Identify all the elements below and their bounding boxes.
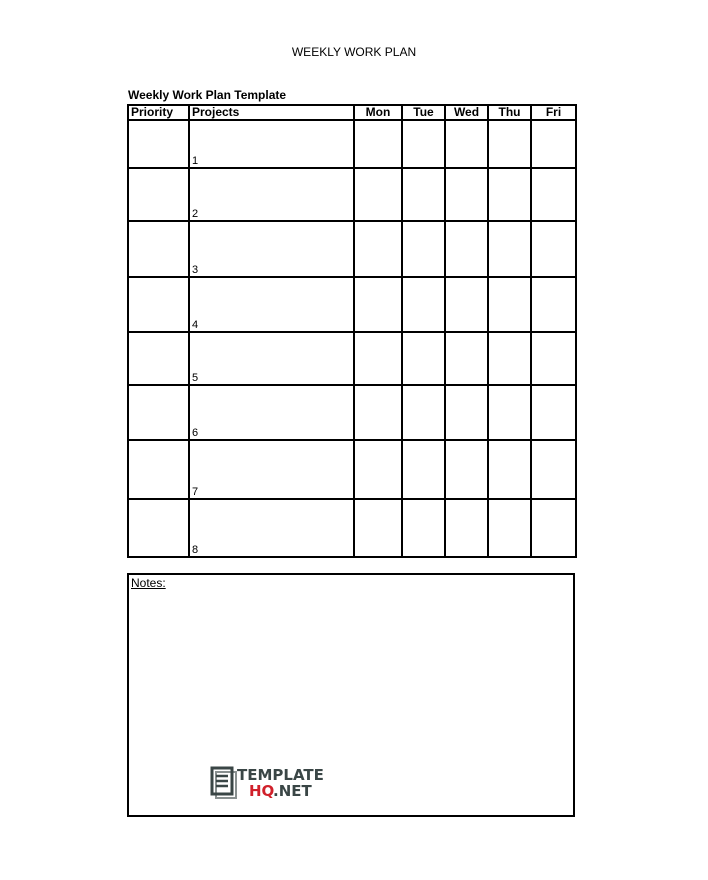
day-cell-tue[interactable] [402, 120, 445, 168]
day-cell-thu[interactable] [488, 120, 531, 168]
day-cell-tue[interactable] [402, 168, 445, 221]
day-cell-tue[interactable] [402, 277, 445, 332]
templatehq-logo [209, 765, 359, 799]
day-cell-fri[interactable] [531, 440, 576, 499]
header-mon: Mon [354, 105, 402, 120]
day-cell-thu[interactable] [488, 385, 531, 440]
day-cell-tue[interactable] [402, 332, 445, 385]
table-row [128, 440, 576, 499]
priority-cell[interactable] [128, 385, 189, 440]
header-wed: Wed [445, 105, 488, 120]
priority-cell[interactable] [128, 499, 189, 557]
page-title: WEEKLY WORK PLAN [291, 45, 417, 59]
day-cell-thu[interactable] [488, 277, 531, 332]
day-cell-wed[interactable] [445, 168, 488, 221]
day-cell-mon[interactable] [354, 120, 402, 168]
day-cell-mon[interactable] [354, 440, 402, 499]
project-cell[interactable]: 8 [189, 499, 354, 557]
day-cell-mon[interactable] [354, 385, 402, 440]
table-title: Weekly Work Plan Template [128, 88, 287, 102]
project-cell[interactable]: 2 [189, 168, 354, 221]
day-cell-fri[interactable] [531, 332, 576, 385]
table-row [128, 499, 576, 557]
project-cell[interactable]: 1 [189, 120, 354, 168]
day-cell-wed[interactable] [445, 120, 488, 168]
header-priority: Priority [128, 105, 189, 120]
day-cell-wed[interactable] [445, 440, 488, 499]
day-cell-mon[interactable] [354, 499, 402, 557]
day-cell-fri[interactable] [531, 385, 576, 440]
project-cell[interactable]: 4 [189, 277, 354, 332]
day-cell-mon[interactable] [354, 277, 402, 332]
logo-text-hq: HQ [249, 782, 275, 799]
day-cell-fri[interactable] [531, 221, 576, 277]
day-cell-tue[interactable] [402, 440, 445, 499]
document-icon [209, 765, 359, 799]
table-row [128, 385, 576, 440]
day-cell-wed[interactable] [445, 332, 488, 385]
table-row [128, 120, 576, 168]
day-cell-thu[interactable] [488, 499, 531, 557]
day-cell-fri[interactable] [531, 168, 576, 221]
header-projects: Projects [189, 105, 354, 120]
notes-box [127, 573, 575, 817]
day-cell-thu[interactable] [488, 221, 531, 277]
day-cell-mon[interactable] [354, 221, 402, 277]
table-header-row [128, 105, 576, 120]
table-row [128, 277, 576, 332]
day-cell-fri[interactable] [531, 277, 576, 332]
table-row [128, 332, 576, 385]
priority-cell[interactable] [128, 168, 189, 221]
project-cell[interactable]: 3 [189, 221, 354, 277]
project-cell[interactable]: 7 [189, 440, 354, 499]
logo-text-template: TEMPLATE [237, 766, 324, 784]
day-cell-mon[interactable] [354, 168, 402, 221]
day-cell-wed[interactable] [445, 221, 488, 277]
logo-text-net: .NET [273, 782, 312, 799]
table-row [128, 221, 576, 277]
priority-cell[interactable] [128, 277, 189, 332]
day-cell-fri[interactable] [531, 499, 576, 557]
day-cell-wed[interactable] [445, 277, 488, 332]
notes-label: Notes: [131, 576, 166, 590]
day-cell-tue[interactable] [402, 221, 445, 277]
day-cell-fri[interactable] [531, 120, 576, 168]
priority-cell[interactable] [128, 120, 189, 168]
table-row [128, 168, 576, 221]
day-cell-wed[interactable] [445, 385, 488, 440]
day-cell-tue[interactable] [402, 499, 445, 557]
day-cell-mon[interactable] [354, 332, 402, 385]
day-cell-thu[interactable] [488, 440, 531, 499]
day-cell-thu[interactable] [488, 332, 531, 385]
work-plan-table [127, 104, 577, 558]
header-tue: Tue [402, 105, 445, 120]
priority-cell[interactable] [128, 332, 189, 385]
priority-cell[interactable] [128, 440, 189, 499]
project-cell[interactable]: 5 [189, 332, 354, 385]
priority-cell[interactable] [128, 221, 189, 277]
header-thu: Thu [488, 105, 531, 120]
header-fri: Fri [531, 105, 576, 120]
project-cell[interactable]: 6 [189, 385, 354, 440]
day-cell-thu[interactable] [488, 168, 531, 221]
day-cell-wed[interactable] [445, 499, 488, 557]
day-cell-tue[interactable] [402, 385, 445, 440]
